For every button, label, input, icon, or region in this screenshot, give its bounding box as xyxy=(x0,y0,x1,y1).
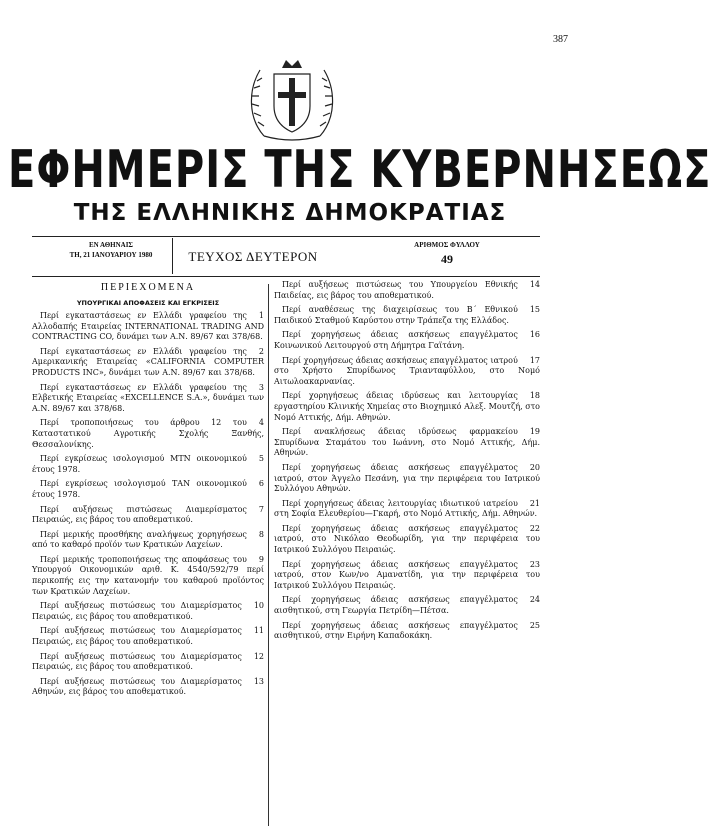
entry-page-number: 24 xyxy=(529,595,540,605)
left-entries xyxy=(32,311,264,698)
entry-text: Περί μερικής προσθήκης αναλήψεως χορηγήσεως από το καθαρό προϊόν των Κρατικών Λαχείων. xyxy=(32,529,247,550)
entry-page-number: 19 xyxy=(529,427,540,437)
entry-text: Περί αυξήσεως πιστώσεως του Διαμερίσματος Αθηνών, εις βάρος του αποθεματικού. xyxy=(32,676,242,697)
contents-entry xyxy=(32,479,264,500)
right-entries xyxy=(274,280,540,642)
column-divider xyxy=(268,284,269,826)
entry-text: Περί χορηγήσεως άδειας ασκήσεως επαγγέλματος αισθητικού, στην Ειρήνη Καπαδοκάκη. xyxy=(274,620,518,641)
contents-entry xyxy=(274,621,540,642)
entry-text: Περί χορηγήσεως άδειας λειτουργίας ιδιωτικού ιατρείου στη Σοφία Ελευθερίου—Γκαρή, στο Νομό Αττικής, Δήμ. Αθηνών. xyxy=(274,498,538,519)
entry-page-number: 10 xyxy=(253,601,264,611)
contents-entry xyxy=(274,356,540,388)
contents-entry xyxy=(274,524,540,556)
header-divider xyxy=(172,238,173,274)
entry-page-number: 12 xyxy=(253,651,264,661)
contents-heading: ΠΕΡΙΕΧΟΜΕΝΑ xyxy=(100,282,196,293)
contents-entry xyxy=(32,555,264,597)
entry-page-number: 6 xyxy=(258,479,264,489)
page-number: 387 xyxy=(553,34,568,45)
header-sheet-cell xyxy=(402,240,492,264)
contents-entry xyxy=(32,418,264,450)
sheet-number: 49 xyxy=(441,252,453,266)
masthead-title: ΕΦΗΜΕΡΙΣ ΤΗΣ ΚΥΒΕΡΝΗΣΕΩΣ xyxy=(8,140,711,200)
entry-text: Περί εγκαταστάσεως εν Ελλάδι γραφείου της Ελβετικής Εταιρείας «EXCELLENCE S.A.», δυνάμει των Α.Ν. 89/67 και 378/68. xyxy=(32,382,264,413)
entry-text: Περί αυξήσεως πιστώσεως του Διαμερίσματος Πειραιώς, εις βάρος του αποθεματικού. xyxy=(32,601,242,621)
entry-page-number: 23 xyxy=(529,559,540,569)
entry-page-number: 16 xyxy=(529,330,540,340)
entry-text: Περί αυξήσεως πιστώσεως του Διαμερίσματος Πειραιώς, εις βάρος του αποθεματικού. xyxy=(32,626,242,647)
entry-text: Περί χορηγήσεως άδειας ασκήσεως επαγγέλματος αισθητικού, στη Γεωργία Πετρίδη—Πέτσα. xyxy=(274,595,518,616)
entry-text: Περί μερικής τροποποιήσεως της αποφάσεως του Υπουργού Οικονομικών αριθ. Κ. 4540/592/79 περί περικοπής εις την κατανομήν του καθαρού προϊόντος των Κρατικών Λαχείων. xyxy=(32,554,264,596)
contents-entry xyxy=(32,677,264,698)
entry-page-number: 5 xyxy=(258,454,264,464)
entry-text: Περί εγκαταστάσεως εν Ελλάδι γραφείου της Αμερικανικής Εταιρείας «CALIFORNIA COMPUTER PRODUCTS INC», δυνάμει των Α.Ν. 89/67 και 378/68. xyxy=(32,346,264,377)
contents-entry xyxy=(32,530,264,551)
entry-page-number: 2 xyxy=(258,346,264,356)
entry-page-number: 18 xyxy=(529,391,540,401)
entry-text: Περί τροποποιήσεως του άρθρου 12 του Καταστατικού Αγροτικής Σχολής Ξανθής, Θεσσαλονίκης. xyxy=(32,418,264,449)
contents-entry xyxy=(274,560,540,592)
entry-page-number: 13 xyxy=(253,676,264,686)
entry-text: Περί εγκαταστάσεως εν Ελλάδι γραφείου της Αλλοδαπής Εταιρείας INTERNATIONAL TRADING AND CONTRACTING CO, δυνάμει των Α.Ν. 89/67 και 378/68. xyxy=(32,311,264,342)
issue-date: ΤΗ, 21 ΙΑΝΟΥΑΡΙΟΥ 1980 xyxy=(69,251,153,259)
contents-entry xyxy=(32,454,264,475)
entry-page-number: 11 xyxy=(253,626,264,636)
header-date-cell xyxy=(56,240,166,260)
place-label: ΕΝ ΑΘΗΝΑΙΣ xyxy=(88,241,134,249)
entry-page-number: 25 xyxy=(529,620,540,630)
entry-page-number: 1 xyxy=(258,311,264,320)
entry-page-number: 3 xyxy=(258,382,264,392)
contents-entry xyxy=(32,347,264,379)
contents-entry xyxy=(274,427,540,459)
contents-entry xyxy=(32,601,264,622)
contents-entry xyxy=(32,626,264,647)
contents-entry xyxy=(32,652,264,673)
entry-page-number: 22 xyxy=(529,523,540,533)
contents-entry xyxy=(274,305,540,326)
entry-text: Περί χορηγήσεως άδειας ασκήσεως επαγγέλματος ιατρού, στο Νικόλαο Θεοδωρίδη, για την περιφέρεια του Ιατρικού Συλλόγου Πειραιώς. xyxy=(274,523,540,555)
entry-text: Περί χορηγήσεως άδειας ασκήσεως επαγγέλματος ιατρού στο Χρήστο Σπυρίδωνος Τριανταφύλλου, στο Νομό Αιτωλοακαρνανίας. xyxy=(274,355,540,386)
entry-page-number: 21 xyxy=(529,498,540,508)
entry-page-number: 4 xyxy=(258,418,264,428)
entry-text: Περί ανακλήσεως άδειας ιδρύσεως φαρμακείου Σπυρίδωνα Σταμάτου του Ιωάννη, στο Νομό Αττικής, Δήμ. Αθηνών. xyxy=(274,427,540,458)
contents-entry xyxy=(32,311,264,343)
coat-of-arms-emblem xyxy=(244,56,340,144)
entry-text: Περί εγκρίσεως ισολογισμού ΜΤΝ οικονομικού έτους 1978. xyxy=(32,454,247,474)
contents-entry xyxy=(274,280,540,301)
entry-text: Περί αυξήσεως πιστώσεως Διαμερίσματος Πειραιώς, εις βάρος του αποθεματικού. xyxy=(32,504,247,525)
section-heading: ΥΠΟΥΡΓΙΚΑΙ ΑΠΟΦΑΣΕΙΣ ΚΑΙ ΕΓΚΡΙΣΕΙΣ xyxy=(76,299,220,307)
header-rule-bottom xyxy=(32,276,540,277)
entry-page-number: 20 xyxy=(529,462,540,472)
entry-text: Περί αυξήσεως πιστώσεως του Διαμερίσματος Πειραιώς, εις βάρος του αποθεματικού. xyxy=(32,651,242,672)
entry-page-number: 14 xyxy=(529,280,540,289)
contents-entry xyxy=(32,505,264,526)
entry-text: Περί χορηγήσεως άδειας ασκήσεως επαγγέλματος ιατρού, στον Κων/νο Αμανατίδη, για την περιφέρεια του Ιατρικού Συλλόγου Πειραιώς. xyxy=(274,559,540,590)
entry-text: Περί χορηγήσεως άδειας ασκήσεως επαγγέλματος Κοινωνικού Λειτουργού στη Δήμητρα Γαϊτάνη. xyxy=(274,330,518,350)
contents-entry xyxy=(274,463,540,495)
entry-page-number: 8 xyxy=(258,529,264,539)
contents-right-column xyxy=(274,280,540,646)
sheet-label: ΑΡΙΘΜΟΣ ΦΥΛΛΟΥ xyxy=(414,241,480,249)
entry-text: Περί αναθέσεως της διαχειρίσεως του Β΄ Εθνικού Παιδικού Σταθμού Καρύστου στην Τράπεζα της Ελλάδος. xyxy=(274,305,518,325)
entry-page-number: 15 xyxy=(529,305,540,315)
issue-series: ΤΕΥΧΟΣ ΔΕΥΤΕΡΟΝ xyxy=(188,249,318,264)
entry-text: Περί χορηγήσεως άδειας ιδρύσεως και λειτουργίας εργαστηρίου Κλινικής Χημείας στο Βιοχημικό Αλεξ. Μουτζή, στο Νομό Αττικής, Δήμ. Αθηνών. xyxy=(274,391,540,422)
masthead-subtitle: ΤΗΣ ΕΛΛΗΝΙΚΗΣ ΔΗΜΟΚΡΑΤΙΑΣ xyxy=(73,200,507,226)
contents-entry xyxy=(274,499,540,520)
entry-page-number: 9 xyxy=(258,554,264,564)
contents-entry xyxy=(32,383,264,415)
entry-text: Περί αυξήσεως πιστώσεως του Υπουργείου Εθνικής Παιδείας, εις βάρος του αποθεματικού. xyxy=(274,280,518,300)
header-rule-top xyxy=(32,236,540,237)
contents-entry xyxy=(274,595,540,616)
entry-page-number: 7 xyxy=(258,504,264,514)
contents-entry xyxy=(274,330,540,351)
entry-text: Περί χορηγήσεως άδειας ασκήσεως επαγγέλματος ιατρού, στον Άγγελο Πεσάνη, για την περιφέρεια του Ιατρικού Συλλόγου Αθηνών. xyxy=(274,462,540,494)
entry-text: Περί εγκρίσεως ισολογισμού ΤΑΝ οικονομικού έτους 1978. xyxy=(32,479,247,499)
contents-entry xyxy=(274,391,540,423)
entry-page-number: 17 xyxy=(529,355,540,365)
contents-left-column xyxy=(32,280,264,702)
